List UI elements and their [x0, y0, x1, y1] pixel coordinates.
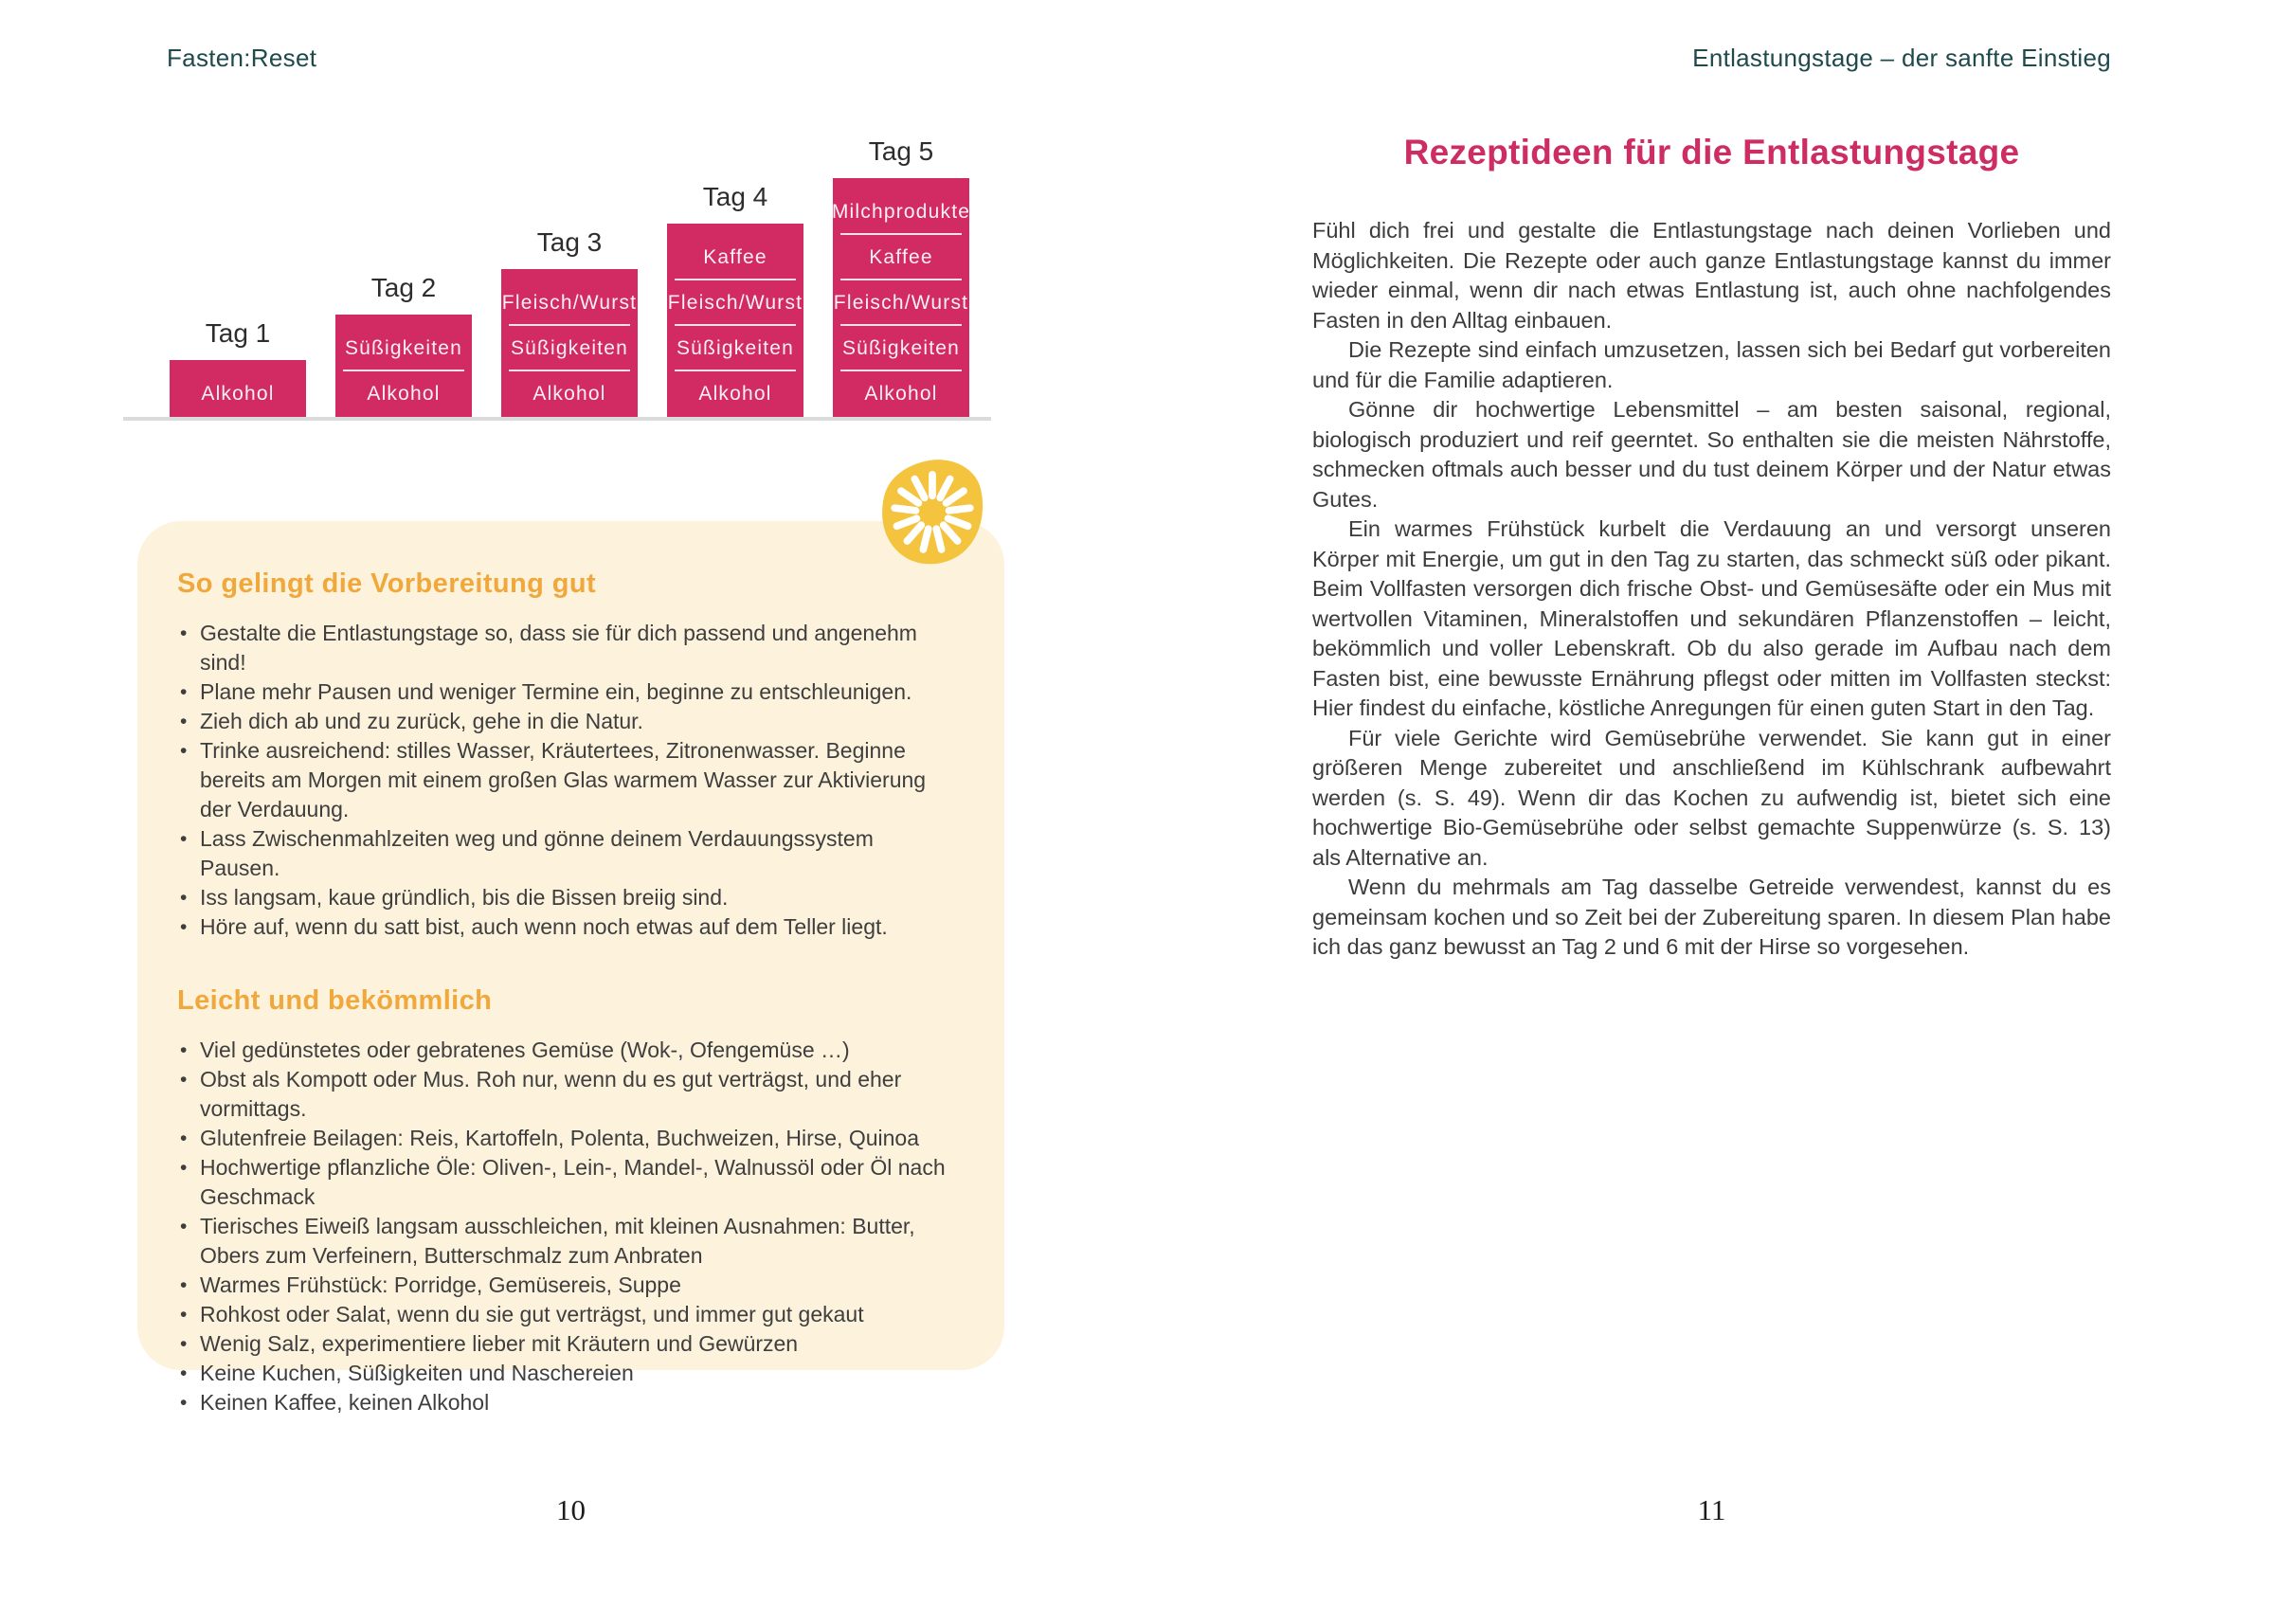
- body-paragraph: Für viele Gerichte wird Gemüsebrühe verwendet. Sie kann gut in einer größeren Menge zubereitet und anschließend im Kühlschrank aufbewahrt werden (s. S. 49). Wenn dir das Kochen zu aufwendig ist, bietet sich eine hochwertige Bio-Gemüsebrühe oder selbst gemachte Suppenwürze (s. S. 13) als Alternative an.: [1312, 725, 2111, 870]
- bar-segment: [833, 235, 969, 280]
- page-number-left: 10: [556, 1493, 586, 1526]
- chart-bar-column: [667, 133, 803, 417]
- bar-category-label: Tag 2: [370, 273, 437, 302]
- tips-list-light-food: [177, 1036, 959, 1417]
- bar-segment: [501, 326, 638, 371]
- bar-segment: [335, 371, 472, 417]
- sun-ray: [949, 508, 970, 511]
- bar-category-label: Tag 1: [205, 318, 271, 348]
- tip-item: • Wenig Salz, experimentiere lieber mit Kräutern und Gewürzen: [177, 1329, 959, 1359]
- bar-segment: [833, 280, 969, 326]
- bar-category-label: Tag 3: [536, 227, 603, 257]
- sun-icon: [876, 457, 988, 568]
- chart-bar-column: [170, 133, 306, 417]
- chart-bar: [501, 269, 638, 417]
- tip-item: • Rohkost oder Salat, wenn du sie gut verträgst, und immer gut gekaut: [177, 1300, 959, 1329]
- tip-item: • Iss langsam, kaue gründlich, bis die Bissen breiig sind.: [177, 883, 959, 912]
- page-number-right: 11: [1697, 1493, 1726, 1526]
- bar-segment-label: Kaffee: [703, 246, 767, 268]
- body-paragraph: Ein warmes Frühstück kurbelt die Verdauung an und versorgt unseren Körper mit Energie, um gut in den Tag zu starten, das schmeckt süß oder pikant. Beim Vollfasten versorgen dich frische Obst- und Gemüsesäfte oder ein Mus mit wertvollen Vitaminen, Mineralstoffen und sekundären Pflanzenstoffen – leicht, bekömmlich und voller Lebenskraft. Ob du also gerade im Aufbau nach dem Fasten bist, eine bewusste Ernährung pflegst oder mitten im Vollfasten steckst: Hier findest du einfache, köstliche Anregungen für einen guten Start in den Tag.: [1312, 516, 2111, 720]
- bar-segment: [833, 178, 969, 235]
- sun-ray: [923, 529, 928, 550]
- chart-bar: [335, 315, 472, 417]
- bar-segment: [501, 269, 638, 326]
- tips-list-preparation: [177, 619, 959, 942]
- bar-segment: [667, 326, 803, 371]
- running-head-left: Fasten:Reset: [167, 44, 317, 72]
- body-paragraph: Gönne dir hochwertige Lebensmittel – am besten saisonal, regional, biologisch produziert und reif geerntet. So enthalten sie die meisten Nährstoffe, schmecken oftmals auch besser und du tust deinem Körper und der Natur etwas Gutes.: [1312, 397, 2111, 512]
- chart-bar: [667, 224, 803, 417]
- bar-segment: [501, 371, 638, 417]
- bar-segment-label: Alkohol: [201, 383, 275, 405]
- article-body: [1312, 216, 2111, 963]
- page-title: Rezeptideen für die Entlastungstage: [1403, 133, 2020, 171]
- bar-segment: [335, 315, 472, 371]
- tips-heading-preparation: So gelingt die Vorbereitung gut: [177, 568, 597, 599]
- tip-item: • Glutenfreie Beilagen: Reis, Kartoffeln, Polenta, Buchweizen, Hirse, Quinoa: [177, 1124, 959, 1153]
- chart-bar: [833, 178, 969, 417]
- bar-segment: [667, 371, 803, 417]
- body-paragraph: Fühl dich frei und gestalte die Entlastungstage nach deinen Vorlieben und Möglichkeiten. Die Rezepte oder auch ganze Entlastungstage kannst du immer wieder einmal, wenn dir nach etwas Entlastung ist, auch ohne nachfolgendes Fasten in den Alltag einbauen.: [1312, 218, 2111, 333]
- sun-ray: [936, 529, 941, 550]
- bar-segment-label: Kaffee: [869, 246, 933, 268]
- tip-item: • Obst als Kompott oder Mus. Roh nur, wenn du es gut verträgst, und eher vormittags.: [177, 1065, 959, 1124]
- bar-segment: [833, 371, 969, 417]
- chart-bar-column: [501, 133, 638, 417]
- tip-item: • Lass Zwischenmahlzeiten weg und gönne deinem Verdauungssystem Pausen.: [177, 824, 959, 883]
- bar-segment-label: Alkohol: [367, 383, 441, 405]
- chart-bar: [170, 360, 306, 417]
- bar-category-label: Tag 5: [868, 136, 934, 166]
- body-paragraph: Wenn du mehrmals am Tag dasselbe Getreide verwendest, kannst du es gemeinsam kochen und so Zeit bei der Zubereitung sparen. In diesem Plan habe ich das ganz bewusst an Tag 2 und 6 mit der Hirse so vorgesehen.: [1312, 875, 2111, 959]
- bar-segment-label: Alkohol: [864, 383, 938, 405]
- bar-segment-label: Süßigkeiten: [344, 337, 463, 359]
- tip-item: • Tierisches Eiweiß langsam ausschleichen, mit kleinen Ausnahmen: Butter, Obers zum Verfeinern, Butterschmalz zum Anbraten: [177, 1212, 959, 1271]
- tips-heading-light-food: Leicht und bekömmlich: [177, 985, 493, 1016]
- bar-segment-label: Fleisch/Wurst: [833, 292, 969, 314]
- bar-segment: [667, 280, 803, 326]
- bar-segment: [667, 224, 803, 280]
- bar-segment: [833, 326, 969, 371]
- bar-segment-label: Fleisch/Wurst: [667, 292, 803, 314]
- chart-bar-column: [335, 133, 472, 417]
- tip-item: • Höre auf, wenn du satt bist, auch wenn noch etwas auf dem Teller liegt.: [177, 912, 959, 942]
- article: [1312, 133, 2111, 963]
- tip-item: • Gestalte die Entlastungstage so, dass sie für dich passend und angenehm sind!: [177, 619, 959, 677]
- bar-segment-label: Süßigkeiten: [510, 337, 629, 359]
- bar-segment-label: Süßigkeiten: [676, 337, 795, 359]
- tip-item: • Hochwertige pflanzliche Öle: Oliven-, Lein-, Mandel-, Walnussöl oder Öl nach Geschmack: [177, 1153, 959, 1212]
- bar-segment: [170, 360, 306, 417]
- tip-item: • Warmes Frühstück: Porridge, Gemüsereis, Suppe: [177, 1271, 959, 1300]
- tip-item: • Plane mehr Pausen und weniger Termine ein, beginne zu entschleunigen.: [177, 677, 959, 707]
- tip-item: • Keine Kuchen, Süßigkeiten und Naschereien: [177, 1359, 959, 1388]
- bar-segment-label: Milchprodukte: [831, 201, 971, 223]
- bar-segment-label: Alkohol: [532, 383, 606, 405]
- tip-item: • Zieh dich ab und zu zurück, gehe in die Natur.: [177, 707, 959, 736]
- tip-item: • Keinen Kaffee, keinen Alkohol: [177, 1388, 959, 1417]
- body-paragraph: Die Rezepte sind einfach umzusetzen, lassen sich bei Bedarf gut vorbereiten und für die Familie adaptieren.: [1312, 337, 2111, 392]
- bar-segment-label: Fleisch/Wurst: [501, 292, 638, 314]
- sun-ray: [894, 508, 915, 511]
- chart: [170, 133, 969, 417]
- chart-baseline: [123, 417, 991, 421]
- running-head-right: Entlastungstage – der sanfte Einstieg: [1692, 44, 2111, 72]
- tip-item: • Viel gedünstetes oder gebratenes Gemüse (Wok-, Ofengemüse …): [177, 1036, 959, 1065]
- bar-segment-label: Alkohol: [698, 383, 772, 405]
- tips-box: [137, 521, 1004, 1415]
- bar-segment-label: Süßigkeiten: [841, 337, 961, 359]
- bar-category-label: Tag 4: [702, 182, 768, 211]
- chart-bar-column: [833, 133, 969, 417]
- tip-item: • Trinke ausreichend: stilles Wasser, Kräutertees, Zitronenwasser. Beginne bereits am Morgen mit einem großen Glas warmem Wasser zur Aktivierung der Verdauung.: [177, 736, 959, 824]
